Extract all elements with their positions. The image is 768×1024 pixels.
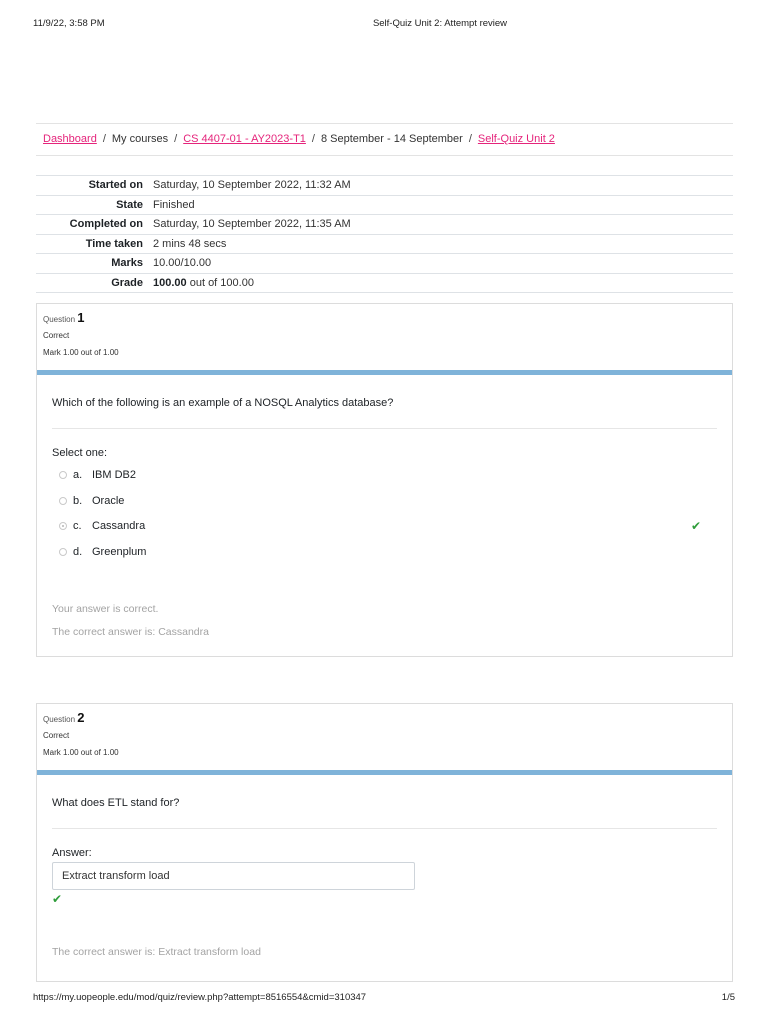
radio-button[interactable] xyxy=(59,471,67,479)
question-text: What does ETL stand for? xyxy=(52,775,717,829)
question-content xyxy=(37,375,732,644)
question-state: Correct xyxy=(43,330,70,340)
question-mark: Mark 1.00 out of 1.00 xyxy=(43,348,119,358)
question-1 xyxy=(36,303,733,657)
option-letter: d. xyxy=(73,545,83,558)
option-letter: b. xyxy=(73,494,83,507)
question-info xyxy=(37,704,732,770)
right-answer: The correct answer is: Cassandra xyxy=(52,626,209,638)
answer-options xyxy=(52,463,717,565)
right-answer: The correct answer is: Extract transform load xyxy=(52,946,261,958)
breadcrumb-dashboard[interactable]: Dashboard xyxy=(43,133,97,145)
question-feedback xyxy=(52,598,717,644)
answer-prompt: Answer: xyxy=(52,847,92,859)
option-label: Oracle xyxy=(92,494,125,507)
correct-check-icon: ✔ xyxy=(52,892,63,906)
grade-out-of: out of 100.00 xyxy=(189,276,254,289)
summary-row-marks xyxy=(36,254,733,274)
option-label: Greenplum xyxy=(92,545,147,558)
print-date: 11/9/22, 3:58 PM xyxy=(33,18,105,29)
summary-row-grade xyxy=(36,273,733,293)
specific-feedback: Your answer is correct. xyxy=(52,603,159,615)
breadcrumb-week: 8 September - 14 September xyxy=(320,133,463,145)
grade-score: 100.00 xyxy=(153,276,187,289)
option-a[interactable] xyxy=(52,463,717,489)
question-content xyxy=(37,775,732,964)
option-d[interactable] xyxy=(52,540,717,566)
question-feedback xyxy=(52,941,717,964)
breadcrumb-my-courses: My courses xyxy=(111,133,169,145)
breadcrumb xyxy=(36,123,733,156)
question-number-value: 1 xyxy=(77,310,85,325)
option-letter: c. xyxy=(73,520,82,532)
summary-label: Grade xyxy=(111,276,143,289)
summary-value: Saturday, 10 September 2022, 11:32 AM xyxy=(153,179,351,192)
summary-row-started xyxy=(36,176,733,196)
summary-value: Finished xyxy=(153,198,195,211)
breadcrumb-separator: / xyxy=(174,133,178,145)
breadcrumb-quiz[interactable]: Self-Quiz Unit 2 xyxy=(477,133,555,145)
summary-label: Started on xyxy=(88,179,143,192)
question-text: Which of the following is an example of a NOSQL Analytics database? xyxy=(52,375,717,429)
question-prefix: Question xyxy=(43,715,76,724)
correct-check-icon: ✔ xyxy=(690,519,701,533)
question-state: Correct xyxy=(43,730,70,740)
select-one-prompt: Select one: xyxy=(52,447,108,459)
summary-label: Completed on xyxy=(69,218,143,231)
summary-label: State xyxy=(116,198,143,211)
attempt-summary-table xyxy=(36,175,733,293)
print-footer xyxy=(0,992,768,1006)
breadcrumb-separator: / xyxy=(311,133,315,145)
print-url: https://my.uopeople.edu/mod/quiz/review.php?attempt=8516554&cmid=310347 xyxy=(33,992,367,1003)
summary-row-state xyxy=(36,195,733,215)
option-c[interactable] xyxy=(52,514,717,540)
question-number xyxy=(43,710,726,726)
breadcrumb-course[interactable]: CS 4407-01 - AY2023-T1 xyxy=(183,133,306,145)
breadcrumb-separator: / xyxy=(468,133,472,145)
summary-value: Saturday, 10 September 2022, 11:35 AM xyxy=(153,218,351,231)
radio-button[interactable] xyxy=(59,497,67,505)
summary-label: Time taken xyxy=(85,237,143,250)
radio-button[interactable] xyxy=(59,548,67,556)
print-header xyxy=(0,18,768,32)
option-letter: a. xyxy=(73,469,83,481)
option-label: IBM DB2 xyxy=(92,469,137,481)
print-page-number: 1/5 xyxy=(721,992,735,1003)
option-b[interactable] xyxy=(52,489,717,515)
summary-value xyxy=(148,273,733,293)
summary-row-completed xyxy=(36,215,733,235)
summary-label: Marks xyxy=(111,257,143,270)
question-info xyxy=(37,304,732,370)
radio-button-selected[interactable] xyxy=(59,522,67,530)
breadcrumb-separator: / xyxy=(102,133,106,145)
summary-row-time-taken xyxy=(36,234,733,254)
question-prefix: Question xyxy=(43,315,76,324)
question-mark: Mark 1.00 out of 1.00 xyxy=(43,748,119,758)
question-number xyxy=(43,310,726,326)
summary-value: 2 mins 48 secs xyxy=(153,237,227,250)
question-2 xyxy=(36,703,733,982)
answer-field[interactable]: Extract transform load xyxy=(52,862,415,890)
option-label: Cassandra xyxy=(92,520,146,532)
print-title: Self-Quiz Unit 2: Attempt review xyxy=(372,18,508,29)
summary-value: 10.00/10.00 xyxy=(153,257,212,270)
question-number-value: 2 xyxy=(77,710,85,725)
